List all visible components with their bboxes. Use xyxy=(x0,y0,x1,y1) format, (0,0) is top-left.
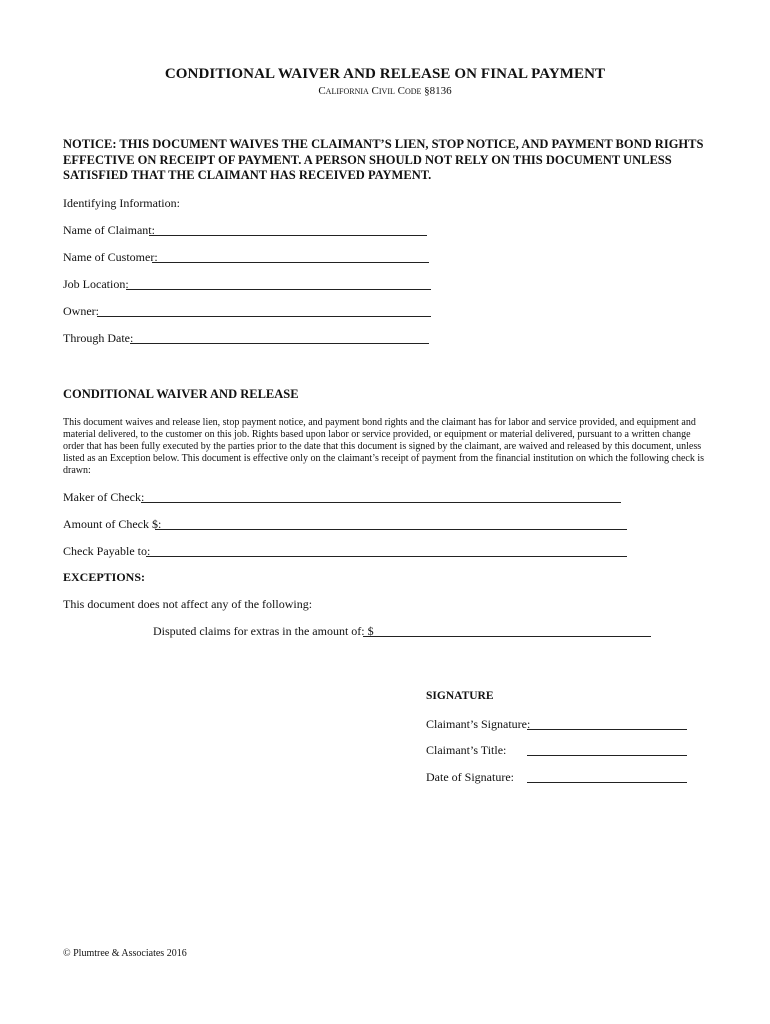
copyright-footer: © Plumtree & Associates 2016 xyxy=(63,948,187,959)
claimant-name-field[interactable] xyxy=(149,235,427,236)
date-of-signature-field[interactable] xyxy=(527,782,687,783)
claimant-title-label: Claimant’s Title: xyxy=(426,743,507,757)
customer-name-label: Name of Customer: xyxy=(63,250,158,264)
job-location-field[interactable] xyxy=(126,289,431,290)
exceptions-heading: EXCEPTIONS: xyxy=(63,570,146,584)
amount-of-check-label: Amount of Check $: xyxy=(63,517,162,531)
claimant-signature-field[interactable] xyxy=(527,729,687,730)
identifying-info-heading: Identifying Information: xyxy=(63,196,180,210)
owner-field[interactable] xyxy=(97,316,431,317)
signature-heading: SIGNATURE xyxy=(426,690,494,702)
claimant-name-label: Name of Claimant: xyxy=(63,223,155,237)
through-date-field[interactable] xyxy=(130,343,429,344)
maker-of-check-label: Maker of Check: xyxy=(63,490,145,504)
maker-of-check-field[interactable] xyxy=(141,502,621,503)
claimant-signature-label: Claimant’s Signature: xyxy=(426,717,531,731)
customer-name-field[interactable] xyxy=(152,262,429,263)
through-date-label: Through Date: xyxy=(63,331,134,345)
civil-code-label: California Civil Code xyxy=(318,85,422,97)
owner-label: Owner: xyxy=(63,304,99,318)
disputed-claims-label: Disputed claims for extras in the amount of: $ xyxy=(153,624,374,638)
waiver-paragraph: This document waives and release lien, stop payment notice, and payment bond rights and the claimant has for labor and service provided, and equipment and material delivered, to the customer on this job. Rights based upon labor or service provided, or equipment or material delivered, pursuant to a written change order that has been fully executed by the parties prior to the date that this document is signed by the claimant, are waived and released by this document, unless listed as an Exception below. This document is effective only on the claimant’s receipt of payment from the financial institution on which the following check is drawn: xyxy=(63,417,705,476)
civil-code-section: §8136 xyxy=(421,85,452,97)
disputed-claims-field[interactable] xyxy=(363,636,651,637)
document-title: CONDITIONAL WAIVER AND RELEASE ON FINAL PAYMENT xyxy=(164,66,606,82)
check-payable-label: Check Payable to: xyxy=(63,544,151,558)
date-of-signature-label: Date of Signature: xyxy=(426,770,514,784)
check-payable-field[interactable] xyxy=(146,556,627,557)
claimant-title-field[interactable] xyxy=(527,755,687,756)
document-subtitle xyxy=(0,85,770,97)
job-location-label: Job Location: xyxy=(63,277,129,291)
amount-of-check-field[interactable] xyxy=(155,529,627,530)
notice-text: NOTICE: THIS DOCUMENT WAIVES THE CLAIMANT’S LIEN, STOP NOTICE, AND PAYMENT BOND RIGHTS EFFECTIVE ON RECEIPT OF PAYMENT. A PERSON SHOULD NOT RELY ON THIS DOCUMENT UNLESS SATISFIED THAT THE CLAIMANT HAS RECEIVED PAYMENT. xyxy=(63,137,704,182)
exceptions-intro: This document does not affect any of the following: xyxy=(63,597,313,611)
waiver-heading: CONDITIONAL WAIVER AND RELEASE xyxy=(63,387,299,401)
